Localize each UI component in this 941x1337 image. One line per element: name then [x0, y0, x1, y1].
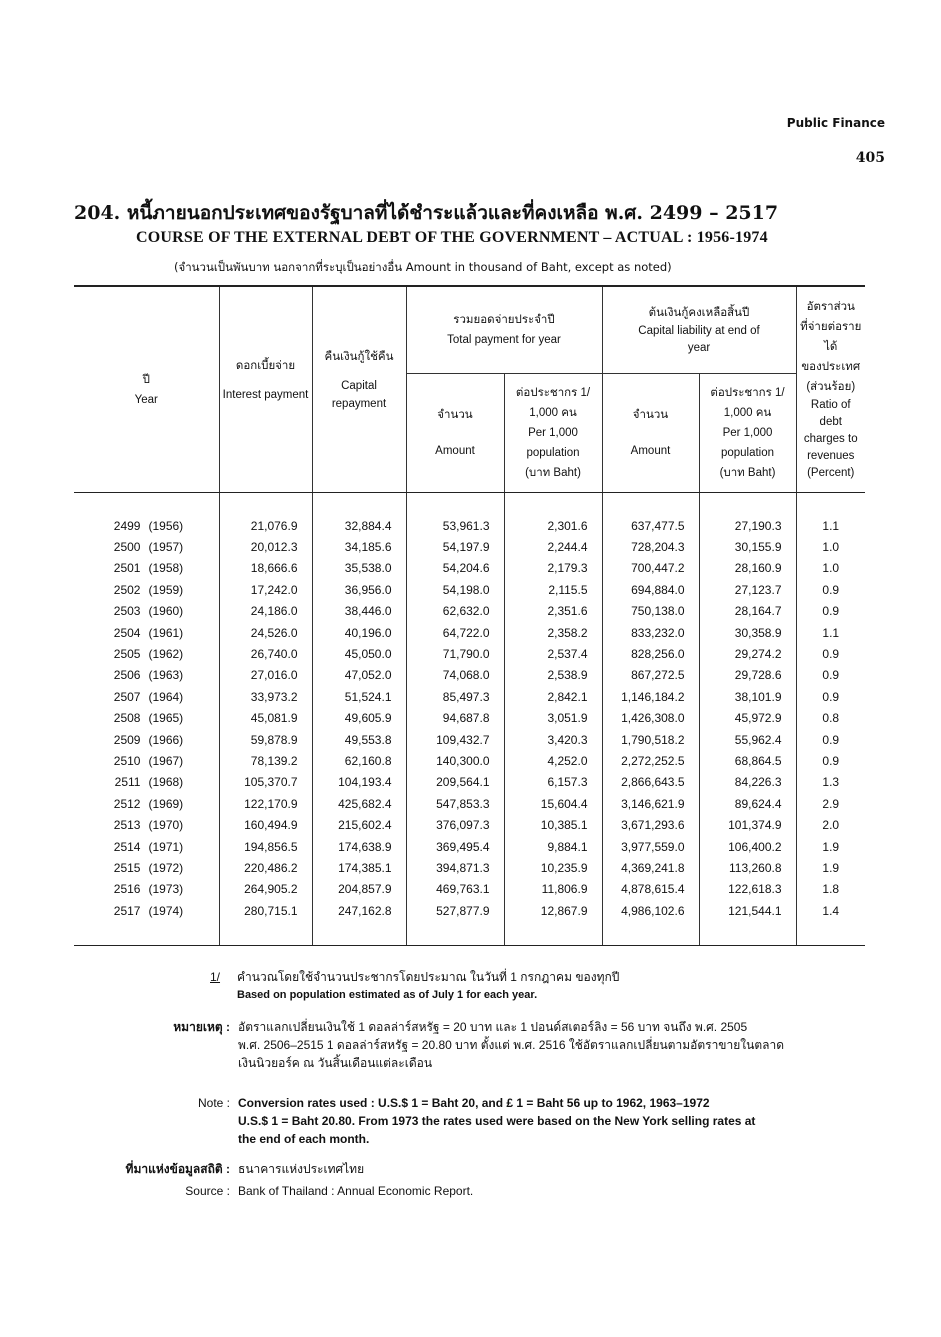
- year-ce: (1960): [148, 604, 184, 619]
- ratio-cell: 0.9: [796, 729, 865, 750]
- liab-cell: 3,671,293.6: [602, 814, 699, 835]
- interest-header-thai: ดอกเบี้ยจ่าย: [235, 359, 296, 372]
- interest-cell: 24,526.0: [219, 622, 312, 643]
- capital-cell: 32,884.4: [312, 493, 406, 537]
- liab-pc-cell: 106,400.2: [699, 836, 796, 857]
- liab-cell: 3,977,559.0: [602, 836, 699, 857]
- total-cell: 547,853.3: [406, 793, 504, 814]
- table-row: [74, 686, 865, 707]
- ratio-cell: 0.8: [796, 708, 865, 729]
- total-payment-header: [406, 286, 602, 374]
- year-cell: [74, 750, 219, 771]
- year-be: 2503: [113, 604, 141, 619]
- year-cell: [74, 879, 219, 900]
- table-row: [74, 857, 865, 878]
- year-be: 2507: [113, 689, 141, 704]
- liab-pc-cell: 45,972.9: [699, 708, 796, 729]
- year-be: 2504: [113, 625, 141, 640]
- year-be: 2514: [113, 839, 141, 854]
- capital-cell: 51,524.1: [312, 686, 406, 707]
- interest-header: [219, 286, 312, 493]
- interest-cell: 20,012.3: [219, 536, 312, 557]
- liab-pc-cell: 113,260.8: [699, 857, 796, 878]
- year-cell: [74, 836, 219, 857]
- year-ce: (1956): [148, 518, 184, 533]
- table-row: [74, 601, 865, 622]
- total-pc-cell: 10,235.9: [504, 857, 602, 878]
- note-label: Note :: [197, 1096, 230, 1110]
- total-pc-cell: 2,301.6: [504, 493, 602, 537]
- ratio-cell: 0.9: [796, 665, 865, 686]
- table-row: [74, 772, 865, 793]
- capital-cell: 49,553.8: [312, 729, 406, 750]
- year-be: 2516: [113, 882, 141, 897]
- total-pc-cell: 15,604.4: [504, 793, 602, 814]
- table-row: [74, 536, 865, 557]
- page-title-thai: 204. หนี้ภายนอกประเทศของรัฐบาลที่ได้ชำระแล้วและที่คงเหลือ พ.ศ. 2499 – 2517: [74, 202, 779, 224]
- year-cell: [74, 665, 219, 686]
- interest-cell: 21,076.9: [219, 493, 312, 537]
- total-pc-cell: 11,806.9: [504, 879, 602, 900]
- total-cell: 54,198.0: [406, 579, 504, 600]
- footnote-thai: คำนวณโดยใช้จำนวนประชากรโดยประมาณ ในวันที่ 1 กรกฎาคม ของทุกปี: [237, 970, 620, 984]
- interest-cell: 220,486.2: [219, 857, 312, 878]
- remark-line-1: อัตราแลกเปลี่ยนเงินใช้ 1 ดอลล่าร์สหรัฐ = 20 บาท และ 1 ปอนด์สเตอร์ลิง = 56 บาท จนถึง พ.ศ. 2505: [238, 1020, 748, 1034]
- capital-cell: 47,052.0: [312, 665, 406, 686]
- total-cell: 64,722.0: [406, 622, 504, 643]
- year-be: 2501: [113, 561, 141, 576]
- ratio-header: [796, 286, 865, 493]
- year-ce: (1961): [148, 625, 184, 640]
- liability-amount-header-thai: จำนวน: [632, 409, 669, 421]
- capital-cell: 49,605.9: [312, 708, 406, 729]
- year-ce: (1962): [148, 647, 184, 662]
- ratio-cell: 1.0: [796, 536, 865, 557]
- ratio-cell: 1.9: [796, 836, 865, 857]
- total-pc-cell: 10,385.1: [504, 814, 602, 835]
- total-amount-header-thai: จำนวน: [437, 409, 473, 421]
- table-row: [74, 643, 865, 664]
- ratio-cell: 1.9: [796, 857, 865, 878]
- ratio-cell: 0.9: [796, 601, 865, 622]
- capital-cell: 425,682.4: [312, 793, 406, 814]
- year-header-thai: ปี: [142, 373, 150, 386]
- year-be: 2502: [113, 582, 141, 597]
- capital-cell: 35,538.0: [312, 558, 406, 579]
- capital-header-english: Capital repayment: [331, 379, 387, 410]
- liab-cell: 833,232.0: [602, 622, 699, 643]
- remark-line-3: เงินนิวยอร์ค ณ วันสิ้นเดือนแต่ละเดือน: [238, 1056, 433, 1070]
- total-percapita-line-2: 1,000 คน: [529, 407, 577, 419]
- interest-cell: 160,494.9: [219, 814, 312, 835]
- liab-pc-cell: 28,164.7: [699, 601, 796, 622]
- year-cell: [74, 793, 219, 814]
- interest-cell: 27,016.0: [219, 665, 312, 686]
- ratio-cell: 1.1: [796, 622, 865, 643]
- year-be: 2513: [113, 818, 141, 833]
- liab-cell: 828,256.0: [602, 643, 699, 664]
- ratio-cell: 1.1: [796, 493, 865, 537]
- year-header-english: Year: [134, 393, 158, 406]
- year-cell: [74, 622, 219, 643]
- ratio-cell: 0.9: [796, 643, 865, 664]
- total-percapita-line-3: Per 1,000: [528, 427, 578, 439]
- ratio-cell: 0.9: [796, 686, 865, 707]
- liab-cell: 700,447.2: [602, 558, 699, 579]
- year-ce: (1971): [148, 839, 184, 854]
- year-be: 2506: [113, 668, 141, 683]
- capital-liability-header-thai: ต้นเงินกู้คงเหลือสิ้นปี: [648, 307, 750, 319]
- table-row: [74, 558, 865, 579]
- ratio-cell: 2.0: [796, 814, 865, 835]
- year-be: 2515: [113, 860, 141, 875]
- total-pc-cell: 2,179.3: [504, 558, 602, 579]
- table-row: [74, 708, 865, 729]
- year-ce: (1968): [148, 775, 184, 790]
- interest-cell: 24,186.0: [219, 601, 312, 622]
- total-pc-cell: 2,842.1: [504, 686, 602, 707]
- year-header: [74, 286, 219, 493]
- liab-pc-cell: 30,358.9: [699, 622, 796, 643]
- liab-pc-cell: 121,544.1: [699, 900, 796, 946]
- capital-header-thai: คืนเงินกู้ใช้คืน: [324, 350, 394, 363]
- interest-cell: 26,740.0: [219, 643, 312, 664]
- year-cell: [74, 643, 219, 664]
- ratio-header-thai-2: ที่จ่ายต่อรายได้: [800, 321, 862, 353]
- source-thai-label: ที่มาแห่งข้อมูลสถิติ :: [125, 1162, 230, 1176]
- total-cell: 85,497.3: [406, 686, 504, 707]
- liab-cell: 1,426,308.0: [602, 708, 699, 729]
- ratio-cell: 0.9: [796, 750, 865, 771]
- liability-percapita-line-4: population: [720, 447, 775, 459]
- interest-cell: 59,878.9: [219, 729, 312, 750]
- year-ce: (1972): [148, 860, 184, 875]
- year-be: 2509: [113, 732, 141, 747]
- capital-liability-header-english: Capital liability at end of year: [638, 325, 760, 354]
- year-cell: [74, 536, 219, 557]
- capital-cell: 36,956.0: [312, 579, 406, 600]
- liab-cell: 3,146,621.9: [602, 793, 699, 814]
- total-pc-cell: 2,358.2: [504, 622, 602, 643]
- liability-percapita-line-2: 1,000 คน: [723, 407, 772, 419]
- capital-header: [312, 286, 406, 493]
- interest-cell: 264,905.2: [219, 879, 312, 900]
- ratio-cell: 2.9: [796, 793, 865, 814]
- total-cell: 140,300.0: [406, 750, 504, 771]
- total-pc-cell: 2,244.4: [504, 536, 602, 557]
- liab-cell: 2,272,252.5: [602, 750, 699, 771]
- ratio-cell: 1.3: [796, 772, 865, 793]
- year-ce: (1974): [148, 903, 184, 918]
- year-cell: [74, 814, 219, 835]
- year-ce: (1957): [148, 540, 184, 555]
- liab-cell: 4,369,241.8: [602, 857, 699, 878]
- footnote-english: Based on population estimated as of July 1 for each year.: [237, 989, 538, 1001]
- total-pc-cell: 2,351.6: [504, 601, 602, 622]
- liab-pc-cell: 89,624.4: [699, 793, 796, 814]
- interest-cell: 105,370.7: [219, 772, 312, 793]
- table-row: [74, 793, 865, 814]
- total-pc-cell: 12,867.9: [504, 900, 602, 946]
- year-ce: (1967): [148, 753, 184, 768]
- year-ce: (1964): [148, 689, 184, 704]
- total-pc-cell: 2,538.9: [504, 665, 602, 686]
- interest-cell: 122,170.9: [219, 793, 312, 814]
- total-cell: 53,961.3: [406, 493, 504, 537]
- source-english-label: Source :: [185, 1184, 230, 1198]
- total-cell: 469,763.1: [406, 879, 504, 900]
- table-row: [74, 493, 865, 537]
- year-cell: [74, 686, 219, 707]
- liab-pc-cell: 27,123.7: [699, 579, 796, 600]
- year-ce: (1973): [148, 882, 184, 897]
- total-pc-cell: 2,115.5: [504, 579, 602, 600]
- capital-cell: 34,185.6: [312, 536, 406, 557]
- liability-percapita-header: [699, 374, 796, 493]
- total-payment-header-english: Total payment for year: [447, 334, 561, 346]
- total-cell: 54,197.9: [406, 536, 504, 557]
- liability-percapita-thai: ต่อประชากร 1/: [710, 387, 785, 399]
- liab-pc-cell: 30,155.9: [699, 536, 796, 557]
- total-payment-header-thai: รวมยอดจ่ายประจำปี: [453, 314, 555, 326]
- ratio-header-english: Ratio of debt charges to revenues (Percent): [803, 399, 858, 479]
- year-cell: [74, 900, 219, 946]
- total-pc-cell: 9,884.1: [504, 836, 602, 857]
- table-row: [74, 900, 865, 946]
- total-amount-header: [406, 374, 504, 493]
- capital-liability-header: [602, 286, 796, 374]
- year-ce: (1970): [148, 818, 184, 833]
- ratio-cell: 1.4: [796, 900, 865, 946]
- total-cell: 62,632.0: [406, 601, 504, 622]
- year-be: 2512: [113, 796, 141, 811]
- year-cell: [74, 708, 219, 729]
- year-ce: (1966): [148, 732, 184, 747]
- note-line-2: U.S.$ 1 = Baht 20.80. From 1973 the rates used were based on the New York selling rates at: [238, 1114, 756, 1128]
- remark-block: [90, 1018, 870, 1072]
- table-row: [74, 750, 865, 771]
- capital-cell: 247,162.8: [312, 900, 406, 946]
- source-thai: ธนาคารแห่งประเทศไทย: [238, 1162, 365, 1176]
- table-row: [74, 729, 865, 750]
- external-debt-table: [74, 285, 865, 946]
- liab-cell: 1,146,184.2: [602, 686, 699, 707]
- total-cell: 74,068.0: [406, 665, 504, 686]
- total-pc-cell: 2,537.4: [504, 643, 602, 664]
- total-pc-cell: 6,157.3: [504, 772, 602, 793]
- year-cell: [74, 558, 219, 579]
- liability-amount-header: [602, 374, 699, 493]
- liab-cell: 728,204.3: [602, 536, 699, 557]
- interest-cell: 280,715.1: [219, 900, 312, 946]
- liab-cell: 1,790,518.2: [602, 729, 699, 750]
- total-cell: 527,877.9: [406, 900, 504, 946]
- capital-cell: 45,050.0: [312, 643, 406, 664]
- year-be: 2517: [113, 903, 141, 918]
- interest-cell: 78,139.2: [219, 750, 312, 771]
- note-line-1: Conversion rates used : U.S.$ 1 = Baht 20, and £ 1 = Baht 56 up to 1962, 1963–1972: [238, 1096, 710, 1110]
- liab-pc-cell: 68,864.5: [699, 750, 796, 771]
- total-percapita-thai: ต่อประชากร 1/: [515, 387, 591, 399]
- total-amount-header-english: Amount: [435, 445, 475, 457]
- liab-pc-cell: 38,101.9: [699, 686, 796, 707]
- total-cell: 54,204.6: [406, 558, 504, 579]
- ratio-cell: 1.8: [796, 879, 865, 900]
- total-cell: 369,495.4: [406, 836, 504, 857]
- ratio-header-thai-4: (ส่วนร้อย): [806, 381, 856, 393]
- year-cell: [74, 579, 219, 600]
- year-ce: (1963): [148, 668, 184, 683]
- note-block: [90, 1094, 870, 1148]
- liab-cell: 867,272.5: [602, 665, 699, 686]
- footnote-mark: 1/: [210, 970, 221, 984]
- footnote-1: [210, 968, 860, 1004]
- year-be: 2499: [113, 518, 141, 533]
- year-be: 2511: [114, 775, 141, 790]
- capital-cell: 174,385.1: [312, 857, 406, 878]
- year-ce: (1965): [148, 711, 184, 726]
- remark-label: หมายเหตุ :: [173, 1020, 230, 1034]
- source-block: [90, 1160, 870, 1200]
- ratio-header-thai-1: อัตราส่วน: [806, 301, 855, 313]
- liab-cell: 750,138.0: [602, 601, 699, 622]
- liab-pc-cell: 122,618.3: [699, 879, 796, 900]
- interest-header-english: Interest payment: [222, 388, 309, 401]
- note-line-3: the end of each month.: [238, 1132, 370, 1146]
- capital-cell: 104,193.4: [312, 772, 406, 793]
- table-row: [74, 579, 865, 600]
- year-be: 2510: [113, 753, 141, 768]
- capital-cell: 204,857.9: [312, 879, 406, 900]
- capital-cell: 38,446.0: [312, 601, 406, 622]
- year-cell: [74, 493, 219, 537]
- total-cell: 109,432.7: [406, 729, 504, 750]
- total-percapita-line-4: population: [526, 447, 580, 459]
- capital-cell: 40,196.0: [312, 622, 406, 643]
- interest-cell: 33,973.2: [219, 686, 312, 707]
- capital-cell: 174,638.9: [312, 836, 406, 857]
- total-pc-cell: 3,051.9: [504, 708, 602, 729]
- liab-cell: 637,477.5: [602, 493, 699, 537]
- capital-cell: 215,602.4: [312, 814, 406, 835]
- liab-pc-cell: 55,962.4: [699, 729, 796, 750]
- year-cell: [74, 772, 219, 793]
- total-cell: 71,790.0: [406, 643, 504, 664]
- table-row: [74, 665, 865, 686]
- remark-line-2: พ.ศ. 2506–2515 1 ดอลล่าร์สหรัฐ = 20.80 บาท ตั้งแต่ พ.ศ. 2516 ใช้อัตราแลกเปลี่ยนตามอัตราขายในตลาด: [238, 1038, 785, 1052]
- total-pc-cell: 4,252.0: [504, 750, 602, 771]
- total-cell: 394,871.3: [406, 857, 504, 878]
- table-row: [74, 814, 865, 835]
- table-body: [74, 493, 865, 946]
- table-row: [74, 879, 865, 900]
- total-cell: 376,097.3: [406, 814, 504, 835]
- total-percapita-line-5: (บาท Baht): [525, 467, 581, 479]
- year-cell: [74, 857, 219, 878]
- liab-pc-cell: 29,274.2: [699, 643, 796, 664]
- capital-cell: 62,160.8: [312, 750, 406, 771]
- liab-pc-cell: 28,160.9: [699, 558, 796, 579]
- liab-cell: 4,986,102.6: [602, 900, 699, 946]
- liab-cell: 4,878,615.4: [602, 879, 699, 900]
- total-pc-cell: 3,420.3: [504, 729, 602, 750]
- total-cell: 94,687.8: [406, 708, 504, 729]
- interest-cell: 18,666.6: [219, 558, 312, 579]
- ratio-cell: 1.0: [796, 558, 865, 579]
- liability-percapita-line-5: (บาท Baht): [719, 467, 776, 479]
- liab-cell: 2,866,643.5: [602, 772, 699, 793]
- year-cell: [74, 601, 219, 622]
- interest-cell: 17,242.0: [219, 579, 312, 600]
- total-percapita-header: [504, 374, 602, 493]
- year-cell: [74, 729, 219, 750]
- source-english: Bank of Thailand : Annual Economic Report.: [238, 1184, 474, 1198]
- section-header: Public Finance: [786, 116, 885, 130]
- year-ce: (1969): [148, 796, 184, 811]
- liab-pc-cell: 27,190.3: [699, 493, 796, 537]
- interest-cell: 45,081.9: [219, 708, 312, 729]
- year-ce: (1958): [148, 561, 184, 576]
- page-number: 405: [855, 150, 885, 166]
- year-ce: (1959): [148, 582, 184, 597]
- unit-note: (จำนวนเป็นพันบาท นอกจากที่ระบุเป็นอย่างอื่น Amount in thousand of Baht, except as noted): [174, 260, 672, 274]
- ratio-cell: 0.9: [796, 579, 865, 600]
- interest-cell: 194,856.5: [219, 836, 312, 857]
- year-be: 2505: [113, 647, 141, 662]
- liab-pc-cell: 101,374.9: [699, 814, 796, 835]
- ratio-header-thai-3: ของประเทศ: [801, 361, 861, 373]
- year-be: 2500: [113, 540, 141, 555]
- table-row: [74, 622, 865, 643]
- year-be: 2508: [113, 711, 141, 726]
- liab-cell: 694,884.0: [602, 579, 699, 600]
- liability-amount-header-english: Amount: [630, 445, 671, 457]
- liab-pc-cell: 84,226.3: [699, 772, 796, 793]
- table-row: [74, 836, 865, 857]
- liab-pc-cell: 29,728.6: [699, 665, 796, 686]
- page-title-english: COURSE OF THE EXTERNAL DEBT OF THE GOVERNMENT – ACTUAL : 1956-1974: [136, 229, 768, 246]
- total-cell: 209,564.1: [406, 772, 504, 793]
- liability-percapita-line-3: Per 1,000: [722, 427, 773, 439]
